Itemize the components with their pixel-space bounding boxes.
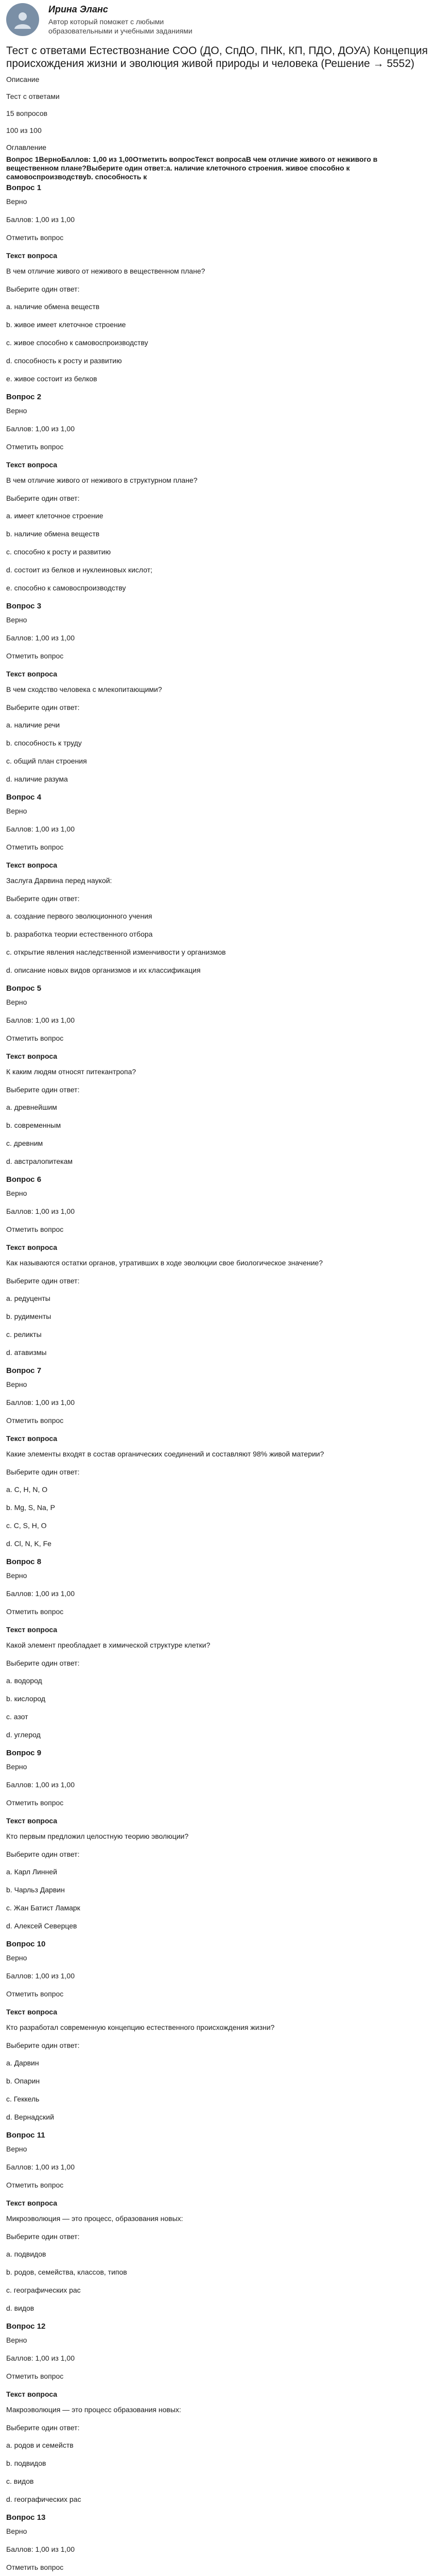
score-line: Баллов: 1,00 из 1,00 (6, 1016, 75, 1024)
answer-option: a. наличие обмена веществ (6, 302, 100, 311)
question-block (6, 984, 430, 1166)
answer-option: d. Cl, N, K, Fe (6, 1539, 51, 1548)
status-correct: Верно (6, 1380, 27, 1388)
question-text-heading: Текст вопроса (6, 1243, 58, 1251)
status-correct: Верно (6, 2336, 27, 2344)
answer-option: a. Карл Линней (6, 1868, 57, 1876)
choose-prompt: Выберите один ответ: (6, 285, 80, 293)
choose-prompt: Выберите один ответ: (6, 1659, 80, 1667)
answer-option: c. живое способно к самовоспроизводству (6, 338, 148, 347)
question-block (6, 2322, 430, 2504)
answer-option: b. современным (6, 1121, 61, 1129)
answer-option: c. азот (6, 1713, 28, 1721)
question-block (6, 2131, 430, 2313)
answer-option: b. кислород (6, 1694, 46, 1703)
flag-question-link[interactable]: Отметить вопрос (6, 233, 64, 242)
answer-option: a. создание первого эволюционного учения (6, 912, 152, 920)
score-line: Баллов: 1,00 из 1,00 (6, 1972, 75, 1980)
question-block (6, 1940, 430, 2122)
question-text-heading: Текст вопроса (6, 461, 58, 469)
flag-question-link[interactable]: Отметить вопрос (6, 2563, 64, 2571)
answer-option: c. древним (6, 1139, 43, 1147)
flag-question-link[interactable]: Отметить вопрос (6, 2372, 64, 2380)
question-text: Как называются остатки органов, утративших в ходе эволюции свое биологическое значение? (6, 1259, 323, 1267)
status-correct: Верно (6, 2145, 27, 2153)
question-number: Вопрос 10 (6, 1940, 46, 1948)
question-text: Кто первым предложил целостную теорию эволюции? (6, 1832, 189, 1840)
intro-summary: Вопрос 1ВерноБаллов: 1,00 из 1,00Отметить вопросТекст вопросаВ чем отличие живого от неживого в вещественном плане?Выберите один ответ:a. наличие клеточного строения. живое способно к самовоспроизводствуb. способность к (6, 155, 378, 181)
choose-prompt: Выберите один ответ: (6, 2424, 80, 2432)
answer-option: d. описание новых видов организмов и их классификация (6, 966, 201, 974)
answer-option: c. Геккель (6, 2095, 40, 2103)
score-line: Баллов: 1,00 из 1,00 (6, 1398, 75, 1406)
answer-option: b. Mg, S, Na, P (6, 1503, 55, 1512)
status-correct: Верно (6, 998, 27, 1006)
choose-prompt: Выберите один ответ: (6, 1850, 80, 1858)
question-text: Макроэволюция — это процесс образования новых: (6, 2405, 181, 2414)
answer-option: a. имеет клеточное строение (6, 512, 103, 520)
flag-question-link[interactable]: Отметить вопрос (6, 1799, 64, 1807)
answer-option: d. Вернадский (6, 2113, 54, 2121)
answer-option: a. подвидов (6, 2250, 46, 2258)
question-text-heading: Текст вопроса (6, 2199, 58, 2207)
flag-question-link[interactable]: Отметить вопрос (6, 843, 64, 851)
author-name[interactable]: Ирина Эланс (48, 4, 108, 14)
status-correct: Верно (6, 197, 27, 206)
question-number: Вопрос 7 (6, 1366, 42, 1375)
score-summary: 100 из 100 (6, 126, 42, 134)
question-block (6, 2513, 430, 2576)
choose-prompt: Выберите один ответ: (6, 2232, 80, 2241)
score-line: Баллов: 1,00 из 1,00 (6, 2354, 75, 2362)
score-line: Баллов: 1,00 из 1,00 (6, 634, 75, 642)
question-block (6, 602, 430, 784)
question-number: Вопрос 8 (6, 1557, 42, 1566)
question-number: Вопрос 3 (6, 602, 42, 611)
answer-option: e. живое состоит из белков (6, 375, 97, 383)
answer-option: a. редуценты (6, 1294, 50, 1302)
status-correct: Верно (6, 1954, 27, 1962)
question-text-heading: Текст вопроса (6, 1052, 58, 1060)
answer-option: b. живое имеет клеточное строение (6, 320, 126, 329)
choose-prompt: Выберите один ответ: (6, 1086, 80, 1094)
question-block (6, 1175, 430, 1357)
question-block (6, 793, 430, 975)
answer-option: c. реликты (6, 1330, 42, 1338)
answer-option: a. древнейшим (6, 1103, 57, 1111)
author-header (6, 0, 430, 40)
question-text-heading: Текст вопроса (6, 2008, 58, 2016)
question-text-heading: Текст вопроса (6, 670, 58, 678)
flag-question-link[interactable]: Отметить вопрос (6, 1607, 64, 1616)
author-description: Автор который поможет с любыми образовательными и учебными заданиями (48, 18, 193, 35)
answer-option: c. C, S, H, O (6, 1521, 47, 1530)
question-number: Вопрос 12 (6, 2322, 46, 2331)
author-avatar[interactable] (6, 3, 39, 36)
status-correct: Верно (6, 616, 27, 624)
question-text-heading: Текст вопроса (6, 861, 58, 869)
question-count: 15 вопросов (6, 109, 48, 117)
status-correct: Верно (6, 807, 27, 815)
score-line: Баллов: 1,00 из 1,00 (6, 2163, 75, 2171)
question-number: Вопрос 6 (6, 1175, 42, 1184)
answer-option: c. открытие явления наследственной изменчивости у организмов (6, 948, 226, 956)
score-line: Баллов: 1,00 из 1,00 (6, 2545, 75, 2553)
answer-option: d. наличие разума (6, 775, 68, 783)
answer-option: c. видов (6, 2477, 34, 2485)
flag-question-link[interactable]: Отметить вопрос (6, 1034, 64, 1042)
question-text: В чем сходство человека с млекопитающими? (6, 685, 162, 693)
answer-option: b. способность к труду (6, 739, 82, 747)
question-block (6, 393, 430, 592)
question-block (6, 1749, 430, 1930)
flag-question-link[interactable]: Отметить вопрос (6, 1225, 64, 1233)
answer-option: b. Опарин (6, 2077, 40, 2085)
answer-option: a. Дарвин (6, 2059, 39, 2067)
question-text-heading: Текст вопроса (6, 1625, 58, 1634)
author-info (48, 2, 203, 36)
answer-option: b. наличие обмена веществ (6, 530, 100, 538)
flag-question-link[interactable]: Отметить вопрос (6, 2181, 64, 2189)
answer-option: b. родов, семейства, классов, типов (6, 2268, 127, 2276)
answer-option: e. способно к самовоспроизводству (6, 584, 126, 592)
description-value: Тест с ответами (6, 92, 60, 100)
score-line: Баллов: 1,00 из 1,00 (6, 1589, 75, 1598)
score-line: Баллов: 1,00 из 1,00 (6, 825, 75, 833)
answer-option: d. углерод (6, 1731, 41, 1739)
question-text: К каким людям относят питекантропа? (6, 1067, 136, 1076)
question-block (6, 1366, 430, 1548)
status-correct: Верно (6, 1189, 27, 1197)
answer-option: d. видов (6, 2304, 34, 2312)
question-text-heading: Текст вопроса (6, 1434, 58, 1443)
status-correct: Верно (6, 1571, 27, 1580)
answer-option: d. австралопитекам (6, 1157, 73, 1165)
score-line: Баллов: 1,00 из 1,00 (6, 1207, 75, 1215)
score-line: Баллов: 1,00 из 1,00 (6, 425, 75, 433)
question-number: Вопрос 9 (6, 1749, 42, 1757)
choose-prompt: Выберите один ответ: (6, 2041, 80, 2049)
question-text: Заслуга Дарвина перед наукой: (6, 876, 112, 885)
answer-option: d. географических рас (6, 2495, 81, 2503)
answer-option: b. разработка теории естественного отбора (6, 930, 153, 938)
questions-list (6, 183, 430, 2576)
status-correct: Верно (6, 2527, 27, 2535)
question-number: Вопрос 4 (6, 793, 42, 802)
flag-question-link[interactable]: Отметить вопрос (6, 443, 64, 451)
question-text: Какие элементы входят в состав органических соединений и составляют 98% живой материи? (6, 1450, 324, 1458)
question-text-heading: Текст вопроса (6, 2390, 58, 2398)
question-number: Вопрос 13 (6, 2513, 46, 2522)
toc-link[interactable]: Оглавление (6, 143, 47, 151)
choose-prompt: Выберите один ответ: (6, 703, 80, 711)
status-correct: Верно (6, 1762, 27, 1771)
flag-question-link[interactable]: Отметить вопрос (6, 652, 64, 660)
page-title: Тест с ответами Естествознание СОО (ДО, СпДО, ПНК, КП, ПДО, ДОУА) Концепция происхождения жизни и эволюция живой природы и человека (Решение → 5552) (6, 45, 428, 70)
description-label: Описание (6, 75, 40, 83)
choose-prompt: Выберите один ответ: (6, 1277, 80, 1285)
question-text-heading: Текст вопроса (6, 251, 58, 260)
question-text: В чем отличие живого от неживого в вещественном плане? (6, 267, 205, 275)
answer-option: c. географических рас (6, 2286, 81, 2294)
question-text-heading: Текст вопроса (6, 1817, 58, 1825)
score-line: Баллов: 1,00 из 1,00 (6, 215, 75, 224)
answer-option: c. способно к росту и развитию (6, 548, 111, 556)
status-correct: Верно (6, 406, 27, 415)
answer-option: b. Чарльз Дарвин (6, 1886, 65, 1894)
question-number: Вопрос 11 (6, 2131, 45, 2140)
answer-option: c. общий план строения (6, 757, 87, 765)
choose-prompt: Выберите один ответ: (6, 494, 80, 502)
question-text: Микроэволюция — это процесс, образования новых: (6, 2214, 183, 2223)
answer-option: d. атавизмы (6, 1348, 47, 1357)
answer-option: c. Жан Батист Ламарк (6, 1904, 80, 1912)
answer-option: d. Алексей Северцев (6, 1922, 77, 1930)
user-icon (12, 9, 33, 30)
question-block (6, 183, 430, 383)
question-number: Вопрос 1 (6, 183, 42, 192)
score-line: Баллов: 1,00 из 1,00 (6, 1781, 75, 1789)
question-number: Вопрос 2 (6, 393, 42, 401)
question-text: Кто разработал современную концепцию естественного происхождения жизни? (6, 2023, 275, 2031)
answer-option: a. родов и семейств (6, 2441, 74, 2449)
question-number: Вопрос 5 (6, 984, 42, 993)
question-block (6, 1557, 430, 1739)
choose-prompt: Выберите один ответ: (6, 894, 80, 903)
flag-question-link[interactable]: Отметить вопрос (6, 1990, 64, 1998)
question-text: Какой элемент преобладает в химической структуре клетки? (6, 1641, 211, 1649)
answer-option: b. рудименты (6, 1312, 51, 1320)
answer-option: d. состоит из белков и нуклеиновых кислот; (6, 566, 153, 574)
answer-option: d. способность к росту и развитию (6, 357, 122, 365)
answer-option: a. наличие речи (6, 721, 60, 729)
question-text: В чем отличие живого от неживого в структурном плане? (6, 476, 198, 484)
flag-question-link[interactable]: Отметить вопрос (6, 1416, 64, 1425)
answer-option: b. подвидов (6, 2459, 46, 2467)
choose-prompt: Выберите один ответ: (6, 1468, 80, 1476)
answer-option: a. водород (6, 1676, 42, 1685)
answer-option: a. C, H, N, O (6, 1485, 48, 1494)
